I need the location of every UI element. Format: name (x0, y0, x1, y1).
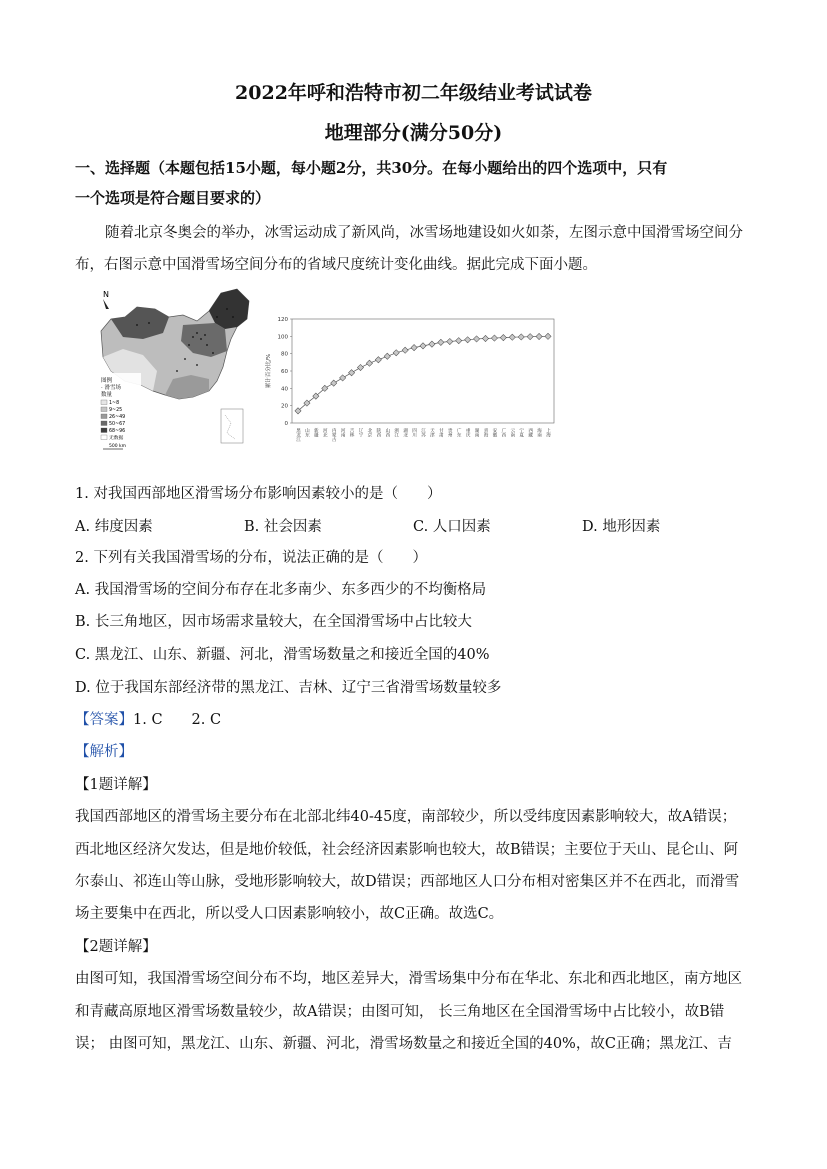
x-tick-label: 辽宁 (358, 428, 363, 438)
answer-text: 1. C 2. C (133, 712, 222, 728)
x-tick-label: 吉林 (349, 428, 355, 438)
y-tick-label: 60 (281, 369, 288, 375)
legend-count-label: 数量 (101, 392, 113, 398)
detail1-line2: 西北地区经济欠发达，但是地价较低，社会经济因素影响也较大，故B错误；主要位于天山、昆仑山、阿 (75, 842, 739, 858)
legend-title: 图例 (101, 378, 113, 384)
analysis-label: 【解析】 (75, 744, 133, 760)
page-subtitle: 地理部分(满分50分) (324, 122, 503, 144)
legend-swatch (101, 421, 107, 426)
legend-swatch (101, 414, 107, 419)
x-tick-label: 浙江 (393, 428, 399, 438)
y-tick-label: 100 (277, 334, 288, 341)
legend-item-label: 无数据 (109, 436, 124, 442)
x-tick-label: 上海 (545, 428, 551, 438)
y-tick-label: 80 (281, 351, 288, 358)
north-label: N (103, 290, 109, 299)
detail2-line1: 由图可知，我国滑雪场空间分布不均，地区差异大，滑雪场集中分布在华北、东北和西北地区，南方地区 (75, 971, 742, 987)
q2-option-b: B. 长三角地区，因市场需求量较大，在全国滑雪场中占比较大 (75, 614, 472, 630)
x-tick-label: 新疆 (313, 428, 319, 438)
x-tick-label: 广东 (456, 428, 462, 438)
x-tick-label: 河北 (322, 428, 328, 438)
x-tick-label: 海南 (536, 428, 542, 438)
x-tick-label: 陕西 (375, 428, 381, 438)
plot-frame (292, 319, 554, 423)
cumulative-percentage-chart (262, 313, 562, 463)
x-tick-label: 广西 (500, 428, 506, 438)
section-heading-line2: 一个选项是符合题目要求的） (75, 189, 271, 207)
x-tick-label: 山西 (384, 428, 390, 438)
answer-line (75, 710, 765, 730)
x-tick-label: 四川 (411, 428, 417, 438)
x-tick-label: 湖北 (402, 428, 408, 438)
detail1-line3: 尔泰山、祁连山等山脉，受地形影响较大，故D错误；西部地区人口分布相对密集区并不在西北，而滑雪 (75, 874, 740, 890)
north-arrow-icon (103, 299, 109, 309)
legend-item-label: 1~8 (109, 401, 120, 407)
legend-item-label: 9~25 (109, 408, 123, 414)
q2-stem: 2. 下列有关我国滑雪场的分布，说法正确的是（ ） (75, 550, 427, 566)
q2-option-d: D. 位于我国东部经济带的黑龙江、吉林、辽宁三省滑雪场数量较多 (75, 680, 502, 696)
detail2-line2: 和青藏高原地区滑雪场数量较少，故A错误；由图可知， 长三角地区在全国滑雪场中占比较小，故B错 (75, 1004, 725, 1020)
x-tick-label: 黑龙江 (295, 428, 301, 442)
detail2-heading: 【2题详解】 (75, 939, 157, 955)
x-tick-label: 山东 (304, 428, 310, 438)
legend-swatch (101, 407, 107, 412)
x-tick-label: 湖南 (474, 428, 480, 438)
x-tick-label: 河南 (340, 428, 346, 438)
x-tick-label: 青海 (483, 428, 488, 438)
q1-option-a: A. 纬度因素 (75, 519, 153, 535)
south-sea-inset (221, 409, 243, 443)
x-tick-label: 天津 (429, 428, 435, 438)
q2-option-a: A. 我国滑雪场的空间分布存在北多南少、东多西少的不均衡格局 (75, 582, 487, 598)
x-tick-label: 重庆 (465, 428, 471, 438)
china-ski-resort-map (97, 287, 255, 455)
intro-line2: 布，右图示意中国滑雪场空间分布的省域尺度统计变化曲线。据此完成下面小题。 (75, 257, 597, 273)
y-tick-label: 120 (277, 317, 288, 323)
detail1-heading: 【1题详解】 (75, 777, 157, 793)
q1-option-d: D. 地形因素 (582, 519, 661, 535)
legend-swatch (101, 435, 107, 440)
q1-stem: 1. 对我国西部地区滑雪场分布影响因素较小的是（ ） (75, 486, 442, 502)
page-title: 2022年呼和浩特市初二年级结业考试试卷 (235, 82, 592, 104)
x-tick-label: 北京 (366, 428, 372, 438)
detail1-line4: 场主要集中在西北，所以受人口因素影响较小，故C正确。故选C。 (75, 906, 504, 922)
q1-option-c: C. 人口因素 (413, 519, 491, 535)
y-axis-label: 累计百分比/% (266, 353, 272, 389)
legend-swatch (101, 400, 107, 405)
legend-swatch (101, 428, 107, 433)
x-tick-label: 云南 (509, 428, 515, 438)
detail1-line1: 我国西部地区的滑雪场主要分布在北部北纬40-45度，南部较少，所以受纬度因素影响较大，故A错误； (75, 809, 737, 825)
legend-dot-label: · 滑雪场 (101, 385, 121, 391)
y-tick-label: 0 (284, 421, 288, 427)
q1-option-b: B. 社会因素 (244, 519, 322, 535)
x-tick-label: 内蒙古 (331, 428, 337, 442)
legend-item-label: 68~96 (109, 429, 126, 435)
x-tick-label: 贵州 (447, 428, 453, 438)
detail2-line3: 误； 由图可知，黑龙江、山东、新疆、河北，滑雪场数量之和接近全国的40%，故C正确；黑龙江、吉 (75, 1036, 732, 1052)
x-tick-label: 甘肃 (438, 428, 444, 438)
intro-line1: 随着北京冬奥会的举办，冰雪运动成了新风尚，冰雪场地建设如火如荼，左图示意中国滑雪场空间分 (105, 225, 743, 241)
x-tick-label: 江苏 (420, 428, 426, 438)
x-tick-label: 宁夏 (518, 428, 524, 438)
section-heading-line1: 一、选择题（本题包括15小题，每小题2分，共30分。在每小题给出的四个选项中，只有 (75, 159, 668, 177)
legend-item-label: 26~49 (109, 415, 126, 421)
x-tick-label: 安徽 (491, 428, 497, 438)
scale-label: 500 km (109, 444, 127, 449)
x-tick-label: 西藏 (527, 428, 533, 438)
answer-label: 【答案】 (75, 712, 133, 728)
legend-item-label: 50~67 (109, 422, 126, 428)
y-tick-label: 40 (281, 386, 288, 393)
y-tick-label: 20 (281, 403, 288, 410)
q2-option-c: C. 黑龙江、山东、新疆、河北，滑雪场数量之和接近全国的40% (75, 647, 490, 663)
